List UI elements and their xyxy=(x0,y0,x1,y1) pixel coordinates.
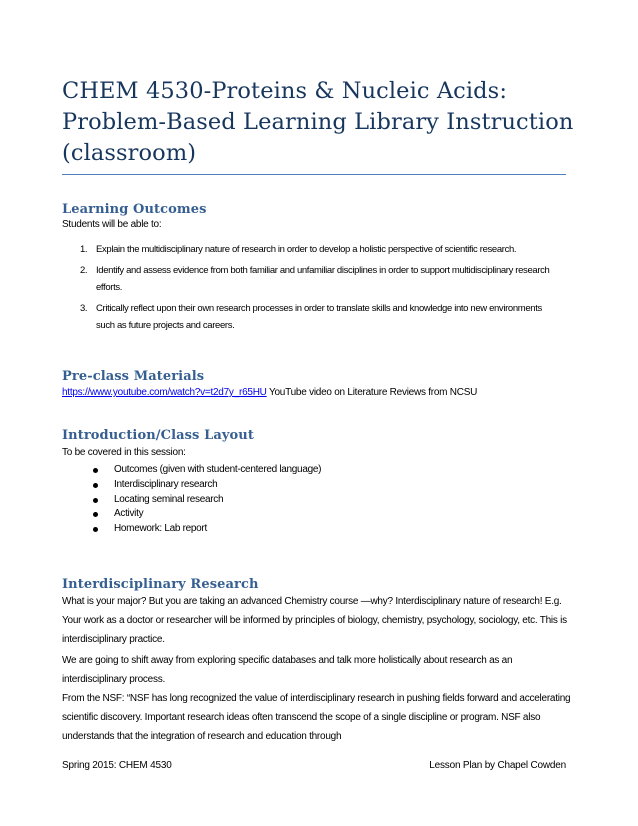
session-topics-list xyxy=(86,463,321,537)
list-item xyxy=(86,493,321,508)
list-item xyxy=(80,241,560,259)
page-footer xyxy=(62,760,566,771)
list-number: 2. xyxy=(80,264,88,276)
bullet-icon xyxy=(93,527,98,532)
list-item-text: Critically reflect upon their own research processes in order to translate skills and knowledge into new environments such as future projects and careers. xyxy=(96,302,542,331)
bullet-icon xyxy=(93,498,98,503)
preclass-description: YouTube video on Literature Reviews from NCSU xyxy=(266,387,478,398)
learning-outcomes-intro: Students will be able to: xyxy=(62,219,162,230)
preclass-line xyxy=(62,383,572,402)
interdisciplinary-heading: Interdisciplinary Research xyxy=(62,577,259,592)
list-item-text: Outcomes (given with student-centered language) xyxy=(114,464,322,475)
page-title: CHEM 4530-Proteins & Nucleic Acids: Problem-Based Learning Library Instruction (classroom) xyxy=(62,78,574,166)
footer-author: Lesson Plan by Chapel Cowden xyxy=(429,760,566,771)
intro-layout-heading: Introduction/Class Layout xyxy=(62,428,254,443)
list-item xyxy=(80,300,560,335)
list-item-text: Locating seminal research xyxy=(114,493,224,505)
list-item xyxy=(86,522,321,537)
list-item-text: Identify and assess evidence from both familiar and unfamiliar disciplines in order to support multidisciplinary research efforts. xyxy=(96,264,550,293)
list-number: 1. xyxy=(80,244,88,255)
learning-outcomes-list xyxy=(80,241,560,338)
bullet-icon xyxy=(93,468,98,473)
list-number: 3. xyxy=(80,302,88,314)
interdisciplinary-paragraph-2: We are going to shift away from exploring specific databases and talk more holistically about research as an interdisciplinary process. xyxy=(62,655,513,685)
youtube-link[interactable]: https://www.youtube.com/watch?v=t2d7y_r65HU xyxy=(62,387,267,398)
list-item-text: Interdisciplinary research xyxy=(114,478,218,490)
learning-outcomes-heading: Learning Outcomes xyxy=(62,202,207,217)
list-item xyxy=(86,478,321,493)
intro-layout-intro: To be covered in this session: xyxy=(62,447,186,458)
list-item-text: Activity xyxy=(114,508,144,520)
list-item xyxy=(86,507,321,522)
interdisciplinary-paragraph-3: From the NSF: “NSF has long recognized the value of interdisciplinary research in pushing fields forward and accelerating scientific discovery. Important research ideas often transcend the scope of a single discipline or program. NSF also understands that the integration of research and education through xyxy=(62,693,571,742)
list-item xyxy=(86,463,321,478)
list-item-text: Explain the multidisciplinary nature of research in order to develop a holistic perspective of scientific research. xyxy=(96,244,517,255)
list-item-text: Homework: Lab report xyxy=(114,523,207,535)
bullet-icon xyxy=(93,483,98,488)
footer-course: Spring 2015: CHEM 4530 xyxy=(62,760,172,771)
preclass-heading: Pre-class Materials xyxy=(62,369,205,384)
list-item xyxy=(80,262,560,297)
interdisciplinary-paragraph-1: What is your major? But you are taking an advanced Chemistry course —why? Interdisciplinary nature of research! E.g. Your work as a doctor or researcher will be informed by principles of biology, chemistry, psychology, sociology, etc. This is interdisciplinary practice. xyxy=(62,596,567,645)
bullet-icon xyxy=(93,512,98,517)
title-rule xyxy=(62,174,566,175)
